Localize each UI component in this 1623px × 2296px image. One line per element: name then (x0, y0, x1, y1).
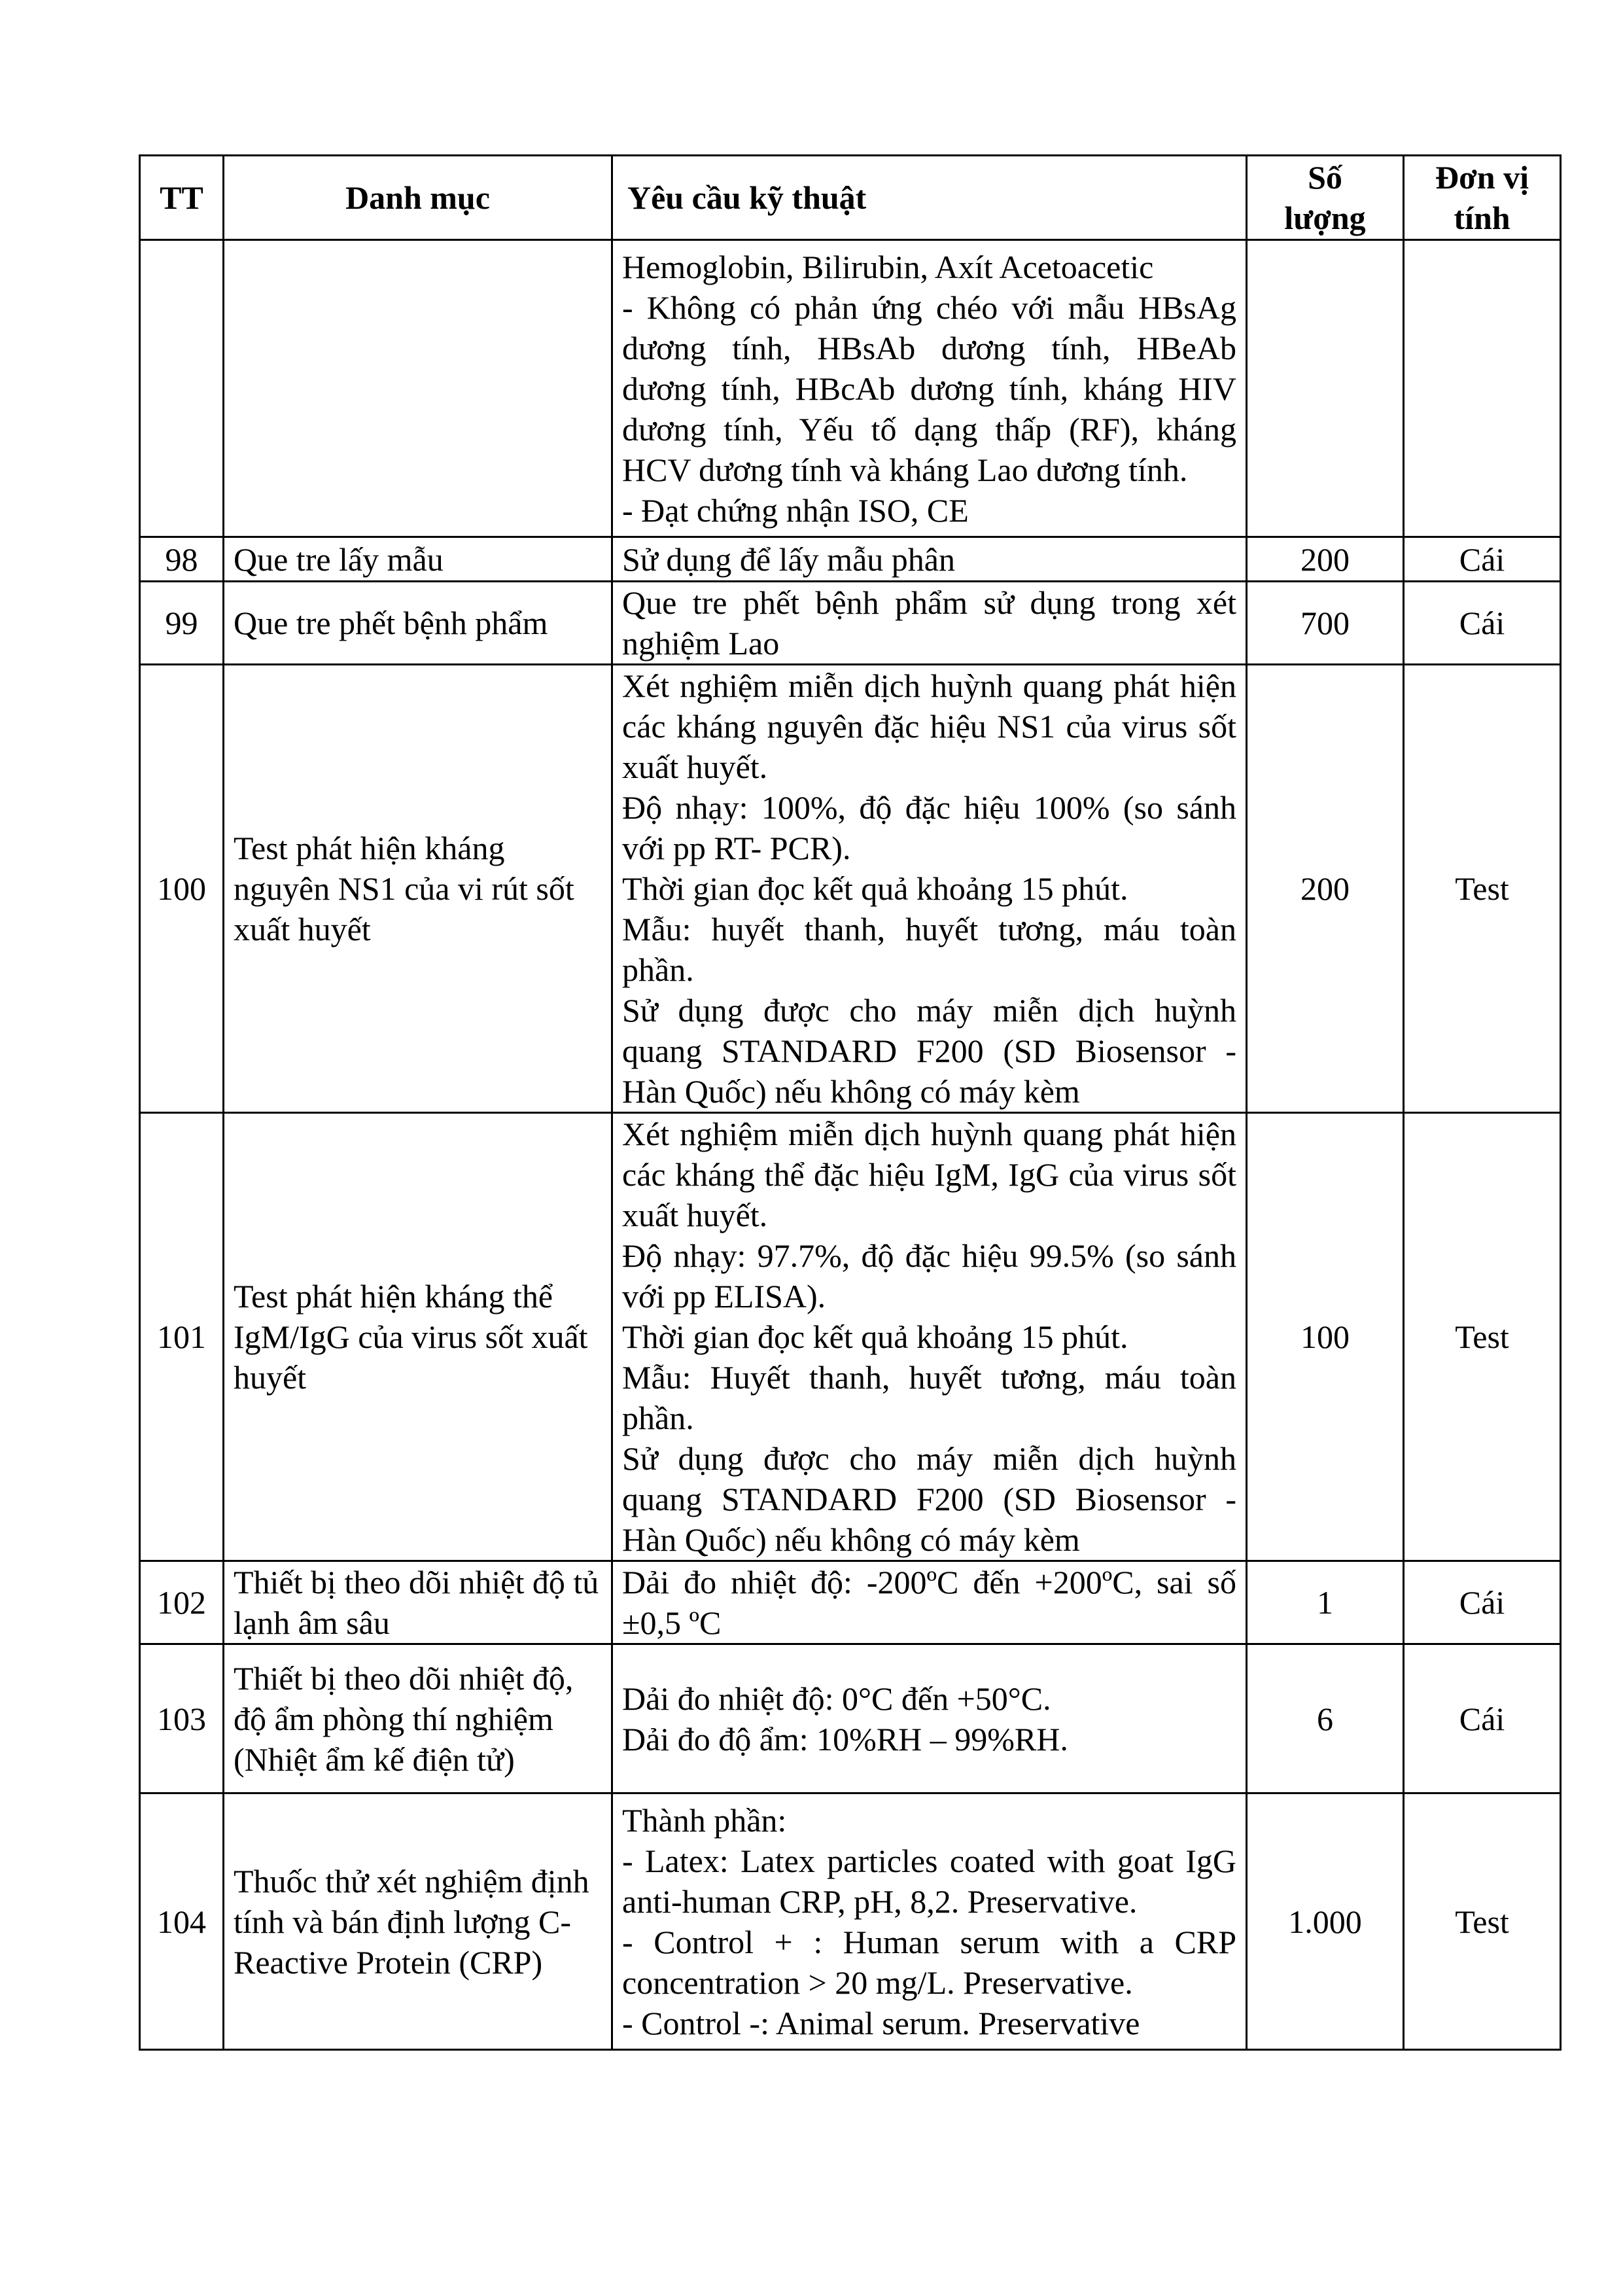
header-unit-line1: Đơn vị (1435, 159, 1529, 196)
table-header (140, 156, 1561, 240)
quantity: 6 (1247, 1644, 1404, 1793)
technical-requirements (612, 537, 1247, 582)
requirement-line: Mẫu: Huyết thanh, huyết tương, máu toàn phần. (622, 1359, 1236, 1436)
item-name (224, 240, 612, 537)
requirement-line: Xét nghiệm miễn dịch huỳnh quang phát hiện các kháng nguyên đặc hiệu NS1 của virus sốt xuất huyết. (622, 667, 1236, 785)
unit: Test (1404, 1793, 1561, 2050)
requirement-line: Thời gian đọc kết quả khoảng 15 phút. (622, 870, 1128, 907)
quantity: 1.000 (1247, 1793, 1404, 2050)
equipment-table (139, 154, 1562, 2051)
requirement-line: Độ nhạy: 97.7%, độ đặc hiệu 99.5% (so sánh với pp ELISA). (622, 1237, 1236, 1315)
requirement-line: Sử dụng để lấy mẫu phân (622, 540, 955, 578)
header-unit (1404, 156, 1561, 240)
technical-requirements (612, 240, 1247, 537)
item-name: Test phát hiện kháng nguyên NS1 của vi rút sốt xuất huyết (224, 665, 612, 1113)
table-row (140, 240, 1561, 537)
row-number: 99 (140, 582, 224, 665)
quantity (1247, 240, 1404, 537)
requirement-line: - Control + : Human serum with a CRP concentration > 20 mg/L. Preservative. (622, 1923, 1236, 2001)
quantity: 700 (1247, 582, 1404, 665)
header-unit-line2: tính (1454, 200, 1510, 236)
row-number (140, 240, 224, 537)
table-row (140, 1644, 1561, 1793)
item-name: Que tre phết bệnh phẩm (224, 582, 612, 665)
header-quantity-line2: lượng (1284, 200, 1366, 236)
header-tt: TT (140, 156, 224, 240)
table-row (140, 665, 1561, 1113)
requirement-line: - Không có phản ứng chéo với mẫu HBsAg dương tính, HBsAb dương tính, HBeAb dương tính, HBcAb dương tính, kháng HIV dương tính, Yếu tố dạng thấp (RF), kháng HCV dương tính và kháng Lao dương tính. (622, 289, 1236, 488)
requirement-line: Dải đo nhiệt độ: -200ºC đến +200ºC, sai số ±0,5 ºC (622, 1564, 1236, 1641)
requirement-line: Sử dụng được cho máy miễn dịch huỳnh quang STANDARD F200 (SD Biosensor - Hàn Quốc) nếu không có máy kèm (622, 1440, 1236, 1558)
header-quantity-line1: Số (1308, 159, 1342, 196)
header-row (140, 156, 1561, 240)
unit: Test (1404, 1113, 1561, 1561)
requirement-line: Thời gian đọc kết quả khoảng 15 phút. (622, 1318, 1128, 1355)
technical-requirements (612, 582, 1247, 665)
row-number: 100 (140, 665, 224, 1113)
table-row (140, 582, 1561, 665)
quantity: 100 (1247, 1113, 1404, 1561)
unit: Test (1404, 665, 1561, 1113)
row-number: 101 (140, 1113, 224, 1561)
item-name: Que tre lấy mẫu (224, 537, 612, 582)
requirement-line: - Latex: Latex particles coated with goat IgG anti-human CRP, pH, 8,2. Preservative. (622, 1842, 1236, 1920)
row-number: 103 (140, 1644, 224, 1793)
quantity: 1 (1247, 1561, 1404, 1644)
requirement-line: Dải đo độ ẩm: 10%RH – 99%RH. (622, 1720, 1068, 1757)
requirement-line: Sử dụng được cho máy miễn dịch huỳnh quang STANDARD F200 (SD Biosensor - Hàn Quốc) nếu không có máy kèm (622, 992, 1236, 1110)
unit: Cái (1404, 582, 1561, 665)
technical-requirements (612, 665, 1247, 1113)
table-row (140, 1113, 1561, 1561)
header-requirements: Yêu cầu kỹ thuật (612, 156, 1247, 240)
requirement-line: Thành phần: (622, 1801, 787, 1839)
technical-requirements (612, 1644, 1247, 1793)
item-name: Thiết bị theo dõi nhiệt độ, độ ẩm phòng thí nghiệm (Nhiệt ẩm kế điện tử) (224, 1644, 612, 1793)
row-number: 104 (140, 1793, 224, 2050)
technical-requirements (612, 1793, 1247, 2050)
table-body (140, 240, 1561, 2050)
header-category: Danh mục (224, 156, 612, 240)
requirement-line: - Đạt chứng nhận ISO, CE (622, 491, 969, 529)
technical-requirements (612, 1561, 1247, 1644)
quantity: 200 (1247, 665, 1404, 1113)
requirement-line: Mẫu: huyết thanh, huyết tương, máu toàn phần. (622, 911, 1236, 988)
row-number: 98 (140, 537, 224, 582)
unit: Cái (1404, 537, 1561, 582)
item-name: Thiết bị theo dõi nhiệt độ tủ lạnh âm sâu (224, 1561, 612, 1644)
item-name: Thuốc thử xét nghiệm định tính và bán định lượng C-Reactive Protein (CRP) (224, 1793, 612, 2050)
table-row (140, 1793, 1561, 2050)
table-row (140, 537, 1561, 582)
row-number: 102 (140, 1561, 224, 1644)
table-row (140, 1561, 1561, 1644)
header-quantity (1247, 156, 1404, 240)
quantity: 200 (1247, 537, 1404, 582)
item-name: Test phát hiện kháng thể IgM/IgG của virus sốt xuất huyết (224, 1113, 612, 1561)
requirement-line: Que tre phết bệnh phẩm sử dụng trong xét nghiệm Lao (622, 584, 1236, 662)
requirement-line: Xét nghiệm miễn dịch huỳnh quang phát hiện các kháng thể đặc hiệu IgM, IgG của virus sốt xuất huyết. (622, 1116, 1236, 1233)
unit: Cái (1404, 1561, 1561, 1644)
requirement-line: Độ nhạy: 100%, độ đặc hiệu 100% (so sánh với pp RT- PCR). (622, 789, 1236, 866)
requirement-line: - Control -: Animal serum. Preservative (622, 2004, 1140, 2041)
technical-requirements (612, 1113, 1247, 1561)
unit: Cái (1404, 1644, 1561, 1793)
unit (1404, 240, 1561, 537)
requirement-line: Dải đo nhiệt độ: 0°C đến +50°C. (622, 1680, 1051, 1717)
requirement-line: Hemoglobin, Bilirubin, Axít Acetoacetic (622, 248, 1154, 285)
